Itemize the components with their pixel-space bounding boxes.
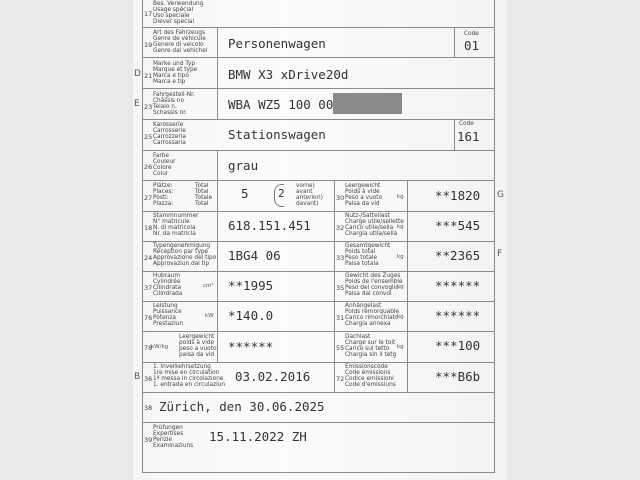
unit-kg: kg <box>397 284 404 290</box>
chassis-number-value: WBA WZ5 100 00 <box>228 97 334 112</box>
seats-front-note: vorne) avant anteriori) davant) <box>296 183 323 208</box>
empty-weight-value: **1820 <box>435 188 481 203</box>
field-number: 17 <box>144 10 153 18</box>
unit-kw: kW <box>205 313 214 319</box>
field-number: 38 <box>144 404 153 412</box>
grid-line <box>142 150 495 151</box>
field-label-vehicle-type: Art des Fahrzeugs Genre de véhicule Genere di veicolo Genre dal vehichel <box>153 30 208 55</box>
unit-cm3: cm³ <box>203 283 214 289</box>
field-number: 35 <box>336 284 345 292</box>
grid-line <box>142 301 495 302</box>
side-letter-e: E <box>134 99 140 109</box>
field-number: 23 <box>144 103 153 111</box>
field-label-type-approval: Typengenehmigung Réception par type Approvazione del tipo Approvaziun dal tip <box>153 243 217 268</box>
field-label-displacement: Hubraum Cylindrée Cilindrata Cilindrada <box>153 273 183 298</box>
field-label-make-model: Marke und Typ Marque et type Marca e tipo Marca e tip <box>153 61 198 86</box>
unit-kg: kg <box>397 194 404 200</box>
field-number: 33 <box>336 254 345 262</box>
grid-line <box>142 57 495 58</box>
code-label: Code <box>464 31 479 37</box>
field-label-first-registration: 1. Inverkehrsetzung 1re mise en circulation 1ª messa in circolazione 1. entrada en circulaziun <box>153 364 226 389</box>
unit-kg: kg <box>397 224 404 230</box>
side-letter-g: G <box>497 190 504 200</box>
vehicle-type-code: 01 <box>464 38 480 53</box>
emission-code-value: ***B6b <box>435 369 481 384</box>
total-weight-value: **2365 <box>435 248 481 263</box>
seats-total-value: 5 <box>241 186 249 201</box>
place-date-value: Zürich, den 30.06.2025 <box>159 399 325 414</box>
field-label-emission-code: Emissionscode Code émissions Codice emissioni Code d'emissiuns <box>345 364 396 389</box>
vehicle-registration-document <box>133 0 507 480</box>
type-approval-value: 1BG4 06 <box>228 248 281 263</box>
roof-load-value: ***100 <box>435 338 481 353</box>
side-letter-b: B <box>134 372 141 382</box>
field-label-roof-load: Dachlast Charge sur le toit Carico sul tetto Chargia sin il tetg <box>345 334 397 359</box>
inspection-value: 15.11.2022 ZH <box>209 429 307 444</box>
field-number: 19 <box>144 41 153 49</box>
first-registration-value: 03.02.2016 <box>235 369 311 384</box>
field-number: 39 <box>144 436 153 444</box>
field-label-inspections: Prüfungen Expertises Perizie Examinaziuns <box>153 425 194 450</box>
field-label-empty-weight: Leergewicht Poids à vide Peso a vuoto Paisa da vid <box>345 183 383 208</box>
field-label-color: Farbe Couleur Colore Colur <box>153 153 176 178</box>
field-label-power: Leistung Puissance Potenza Prestaziun <box>153 303 184 328</box>
grid-line <box>142 88 495 89</box>
grid-line <box>142 241 495 242</box>
field-number: 21 <box>144 72 153 80</box>
body-type-value: Stationswagen <box>228 127 326 142</box>
paren-bracket <box>274 184 284 207</box>
grid-line <box>454 27 455 57</box>
vehicle-type-value: Personenwagen <box>228 36 326 51</box>
grid-line <box>142 119 495 120</box>
grid-line <box>142 392 495 393</box>
side-letter-f: F <box>497 249 503 259</box>
field-number: 55 <box>336 344 345 352</box>
field-label-towing-load: Anhängelast Poids remorquable Carico rimorchiato Chargia annexa <box>345 303 400 328</box>
field-label-body-type: Karosserie Carrosserie Carrozzeria Carrossaria <box>153 122 186 147</box>
displacement-value: **1995 <box>228 278 274 293</box>
power-value: *140.0 <box>228 308 274 323</box>
unit-kg: kg <box>397 344 404 350</box>
field-label-train-weight: Gewicht des Zuges Poids de l'ensemble Peso del convoglio Paisa dal convoi <box>345 273 403 298</box>
field-label-special-use: Bes. Verwendung Usage spécial Uso speciale Diever special <box>153 1 204 26</box>
make-model-value: BMW X3 xDrive20d <box>228 67 349 82</box>
field-label-payload: Nutz-/Sattellast Charge utile/sellette Carico utile/sella Chargia utila/sella <box>345 213 404 238</box>
field-number: 76 <box>144 314 153 322</box>
field-label-seats: Plätze: Places: Posti: Plazza: <box>153 183 174 208</box>
field-number: 36 <box>144 375 153 383</box>
field-number: 30 <box>336 194 345 202</box>
redaction-bar <box>333 93 402 114</box>
field-number: 37 <box>144 284 153 292</box>
grid-line <box>142 0 143 473</box>
grid-line <box>217 150 218 180</box>
master-number-value: 618.151.451 <box>228 218 311 233</box>
grid-line <box>142 472 495 473</box>
field-number: 72 <box>336 375 345 383</box>
seats-front-value: 2 <box>278 187 285 200</box>
grid-line <box>142 422 495 423</box>
side-letter-d: D <box>134 69 141 79</box>
grid-line <box>142 180 495 181</box>
grid-line <box>142 271 495 272</box>
train-weight-value: ****** <box>435 278 481 293</box>
unit-kg: kg <box>397 314 404 320</box>
unit-kw-per-kg: kW/kg <box>151 344 169 350</box>
grid-line <box>142 362 495 363</box>
color-value: grau <box>228 158 259 173</box>
field-label-total-weight: Gesamtgewicht Poids total Peso totale Paisa totala <box>345 243 391 268</box>
field-number: 25 <box>144 133 153 141</box>
towing-load-value: ****** <box>435 308 481 323</box>
field-number: 32 <box>336 224 345 232</box>
grid-line <box>142 27 495 28</box>
field-label-seats-total: Total Total Totale Total <box>195 183 213 208</box>
field-number: 78 <box>144 344 153 352</box>
grid-line <box>217 27 218 119</box>
field-number: 26 <box>144 163 153 171</box>
grid-line <box>142 331 495 332</box>
field-number: 24 <box>144 254 153 262</box>
field-label-chassis-number: Fahrgestell-Nr. Châssis no Telaio n. Schassis nr. <box>153 92 195 117</box>
field-number: 31 <box>336 314 345 322</box>
grid-line <box>142 211 495 212</box>
field-label-power-weight: Leergewicht poids à vide peso a vuoto paisa da vid <box>179 334 217 359</box>
power-weight-value: ****** <box>228 339 274 354</box>
field-number: 18 <box>144 224 153 232</box>
field-label-master-number: Stammnummer N° matricule N. di matricola Nr. da matricla <box>153 213 199 238</box>
unit-kg: kg <box>397 254 404 260</box>
payload-value: ***545 <box>435 218 481 233</box>
body-type-code: 161 <box>457 129 480 144</box>
field-number: 27 <box>144 194 153 202</box>
grid-line <box>454 119 455 150</box>
grid-line <box>494 0 495 473</box>
code-label: Code <box>459 121 474 127</box>
